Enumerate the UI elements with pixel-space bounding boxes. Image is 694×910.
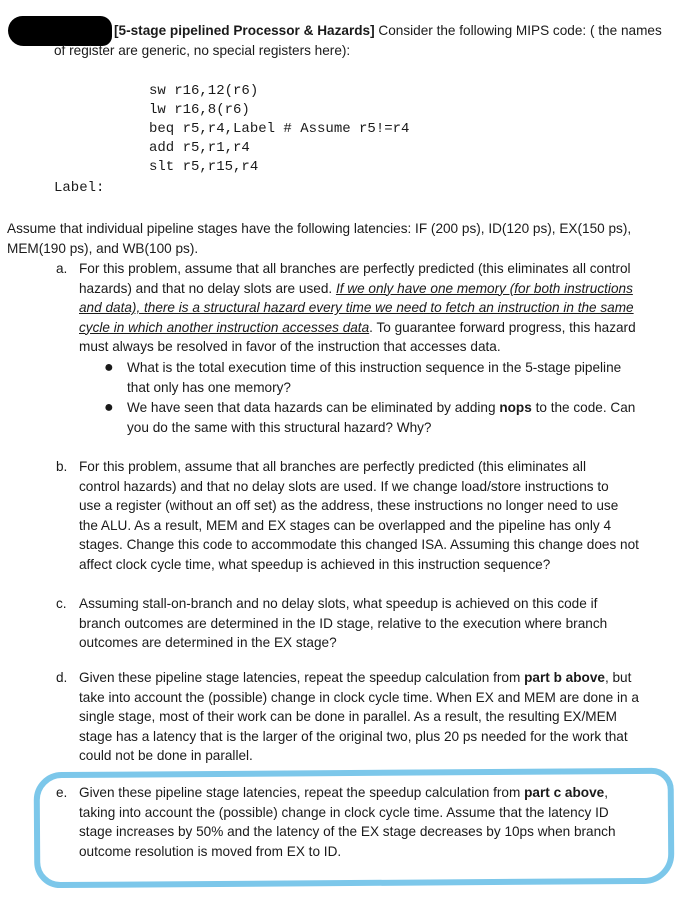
part-b-letter: b.	[56, 459, 68, 474]
part-c-letter: c.	[56, 596, 67, 611]
part-d: Given these pipeline stage latencies, repeat the speedup calculation from part b above, but take into account the (possible) change in clock cycle time. When EX and MEM are done in a single stage, most of their work can be done in parallel. As a result, the resulting EX/MEM stage has a latency that is the larger of the original two, plus 20 ps needed for the work that could not be done in parallel.	[79, 670, 639, 763]
part-a-bullet-2: We have seen that data hazards can be eliminated by adding nops to the code. Can you do the same with this structural hazard? Why?	[127, 400, 636, 435]
code-line: sw r16,12(r6)	[149, 83, 259, 99]
bullet-icon: ●	[104, 359, 114, 376]
part-a: For this problem, assume that all branches are perfectly predicted (this eliminates all control hazards) and that no delay slots are used. If we only have one memory (for both instructions and data), there is a structural hazard every time we need to fetch an instruction in the same cycle in which another instruction accesses data. To guarantee forward progress, this hazard must always be resolved in favor of the instruction that accesses data.	[79, 261, 636, 354]
intro-line: MEM(190 ps), and WB(100 ps).	[7, 241, 199, 256]
part-e-letter: e.	[56, 785, 68, 800]
bullet-icon: ●	[104, 399, 114, 416]
part-c: Assuming stall-on-branch and no delay slots, what speedup is achieved on this code if branch outcomes are determined in the ID stage, relative to the execution where branch outcomes are determined in the EX stage?	[79, 596, 608, 650]
intro-line: Assume that individual pipeline stages have the following latencies: IF (200 ps), ID(120 ps), EX(150 ps),	[7, 221, 632, 236]
code-line: add r5,r1,r4	[149, 140, 250, 156]
problem-title: [5-stage pipelined Processor & Hazards]	[114, 23, 375, 38]
code-line: beq r5,r4,Label # Assume r5!=r4	[149, 121, 410, 137]
header-line-1: [5-stage pipelined Processor & Hazards] Consider the following MIPS code: ( the names	[114, 23, 662, 38]
part-a-bullet-1: What is the total execution time of this instruction sequence in the 5-stage pipeline that only has one memory?	[127, 360, 622, 395]
code-line: lw r16,8(r6)	[149, 102, 250, 118]
header-line-2: of register are generic, no special registers here):	[54, 43, 351, 58]
part-b: For this problem, assume that all branches are perfectly predicted (this eliminates all control hazards) and that no delay slots are used. If we change load/store instructions to use a register (without an off set) as the address, these instructions no longer need to use the ALU. As a result, MEM and EX stages can be overlapped and the pipeline has only 4 stages. Change this code to accommodate this changed ISA. Assuming this change does not affect clock cycle time, what speedup is achieved in this instruction sequence?	[79, 459, 639, 572]
part-d-letter: d.	[56, 670, 68, 685]
part-e: Given these pipeline stage latencies, repeat the speedup calculation from part c above, taking into account the (possible) change in clock cycle time. Assume that the latency ID stage increases by 50% and the latency of the EX stage decreases by 10ps when branch outcome resolution is moved from EX to ID.	[79, 785, 616, 859]
code-line: slt r5,r15,r4	[149, 159, 259, 175]
hand-drawn-highlight	[34, 768, 675, 888]
part-a-letter: a.	[56, 261, 68, 276]
code-label: Label:	[54, 180, 105, 196]
